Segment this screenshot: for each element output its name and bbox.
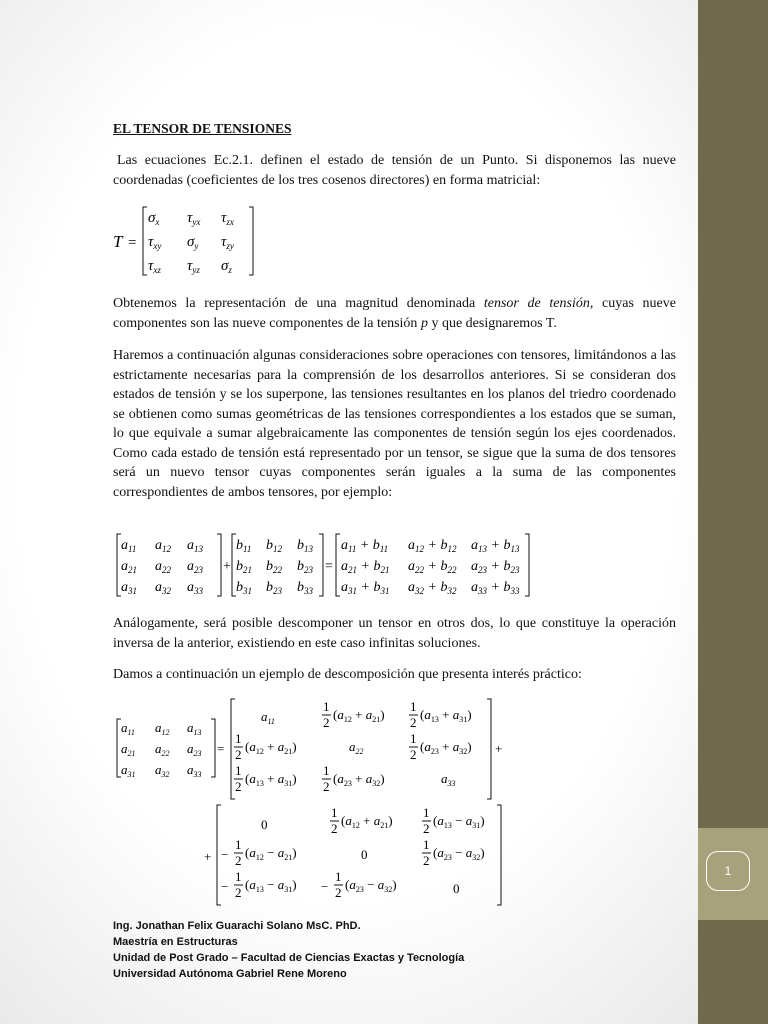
svg-text:(a12 + a21): $(a_{12} + a_{21})$ [245, 739, 297, 756]
svg-text:a33: $a_{33}$ [441, 771, 456, 788]
svg-text:2: 2 [335, 885, 342, 900]
svg-text:a21 + b21: $a_{21} + b_{21}$ [341, 559, 390, 575]
svg-text:a33: $a_{33}$ [187, 580, 203, 596]
svg-text:σy: $\sigma_y$ [187, 234, 199, 251]
svg-text:b33: $b_{33}$ [297, 580, 313, 596]
svg-text:a32: $a_{32}$ [155, 762, 170, 779]
svg-text:a11: $a_{11}$ [261, 709, 275, 726]
svg-text:1: 1 [235, 731, 242, 746]
svg-text:a12 + b12: $a_{12} + b_{12}$ [408, 538, 457, 554]
svg-text:b31: $b_{31}$ [236, 580, 252, 596]
page-number-badge[interactable] [706, 851, 750, 891]
page-number: 1 [724, 864, 732, 878]
svg-text:τxz: $\tau_{xz}$ [148, 258, 161, 275]
svg-text:1: 1 [323, 763, 330, 778]
svg-text:1: 1 [323, 699, 330, 714]
svg-text:a11: $a_{11}$ [121, 538, 137, 554]
svg-text:(a12 − a21): $(a_{12} - a_{21})$ [245, 845, 297, 862]
svg-text:a31 + b31: $a_{31} + b_{31}$ [341, 580, 390, 596]
svg-text:(a13 − a31): $(a_{13} - a_{31})$ [245, 877, 297, 894]
svg-text:a12: $a_{12}$ [155, 720, 170, 737]
tensor-matrix-t [113, 200, 273, 282]
equation-tensor-sum [113, 530, 543, 600]
svg-text:b23: $b_{23}$ [297, 559, 313, 575]
svg-text:a11: $a_{11}$ [121, 720, 135, 737]
footer-author: Ing. Jonathan Felix Guarachi Solano MsC. PhD. [113, 920, 361, 932]
svg-text:(a23 − a32): $(a_{23} - a_{32})$ [433, 845, 485, 862]
svg-text:1: 1 [235, 763, 242, 778]
svg-text:a23: $a_{23}$ [187, 559, 203, 575]
svg-text:a32 + b32: $a_{32} + b_{32}$ [408, 580, 457, 596]
footer-program: Maestría en Estructuras [113, 936, 238, 948]
svg-text:2: 2 [323, 779, 330, 794]
svg-text:τxy: $\tau_{xy}$ [148, 234, 162, 251]
svg-text:a22: $a_{22}$ [155, 741, 170, 758]
svg-text:2: 2 [235, 779, 242, 794]
svg-text:1: 1 [331, 805, 338, 820]
paragraph-tensor: Obtenemos la representación de una magnitud denominada tensor de tensión, cuyas nueve componentes son las nueve componentes de la tensión p y que designaremos T. [113, 296, 676, 331]
svg-text:b23: $b_{23}$ [266, 580, 282, 596]
svg-text:0: 0 [261, 817, 268, 832]
svg-text:2: 2 [423, 853, 430, 868]
svg-text:2: 2 [235, 885, 242, 900]
svg-text:=: = [217, 741, 225, 756]
equation-decomposition-symmetric [113, 697, 513, 802]
svg-text:b13: $b_{13}$ [297, 538, 313, 554]
paragraph-example: Damos a continuación un ejemplo de descomposición que presenta interés práctico: [113, 667, 582, 682]
svg-text:(a12 + a21): $(a_{12} + a_{21})$ [333, 707, 385, 724]
svg-text:0: 0 [361, 847, 368, 862]
svg-text:1: 1 [410, 731, 417, 746]
svg-text:b11: $b_{11}$ [236, 538, 252, 554]
svg-text:a33 + b33: $a_{33} + b_{33}$ [471, 580, 520, 596]
svg-text:2: 2 [323, 715, 330, 730]
svg-text:τyx: $\tau_{yx}$ [187, 210, 201, 227]
svg-text:a12: $a_{12}$ [155, 538, 171, 554]
svg-text:−: − [221, 847, 229, 862]
svg-text:1: 1 [423, 805, 430, 820]
svg-text:a33: $a_{33}$ [187, 762, 202, 779]
svg-text:−: − [321, 879, 329, 894]
svg-text:a11 + b11: $a_{11} + b_{11}$ [341, 538, 389, 554]
svg-text:+: + [204, 849, 212, 864]
svg-text:a23 + b23: $a_{23} + b_{23}$ [471, 559, 520, 575]
svg-text:2: 2 [331, 821, 338, 836]
svg-text:τzy: $\tau_{zy}$ [221, 234, 234, 251]
svg-text:a21: $a_{21}$ [121, 559, 137, 575]
svg-text:b21: $b_{21}$ [236, 559, 252, 575]
footer-university: Universidad Autónoma Gabriel Rene Moreno [113, 968, 347, 980]
equation-decomposition-antisymmetric [201, 803, 511, 908]
svg-text:a23: $a_{23}$ [187, 741, 202, 758]
svg-text:1: 1 [423, 837, 430, 852]
svg-text:τzx: $\tau_{zx}$ [221, 210, 234, 227]
svg-text:1: 1 [235, 869, 242, 884]
paragraph-decomposition: Análogamente, será posible descomponer un tensor en otros dos, lo que constituye la operación inversa de la anterior, existiendo en este caso infinitas soluciones. [113, 616, 676, 651]
footer-unit: Unidad de Post Grado – Facultad de Ciencias Exactas y Tecnología [113, 952, 465, 964]
svg-text:1: 1 [235, 837, 242, 852]
svg-text:0: 0 [453, 881, 460, 896]
svg-text:b22: $b_{22}$ [266, 559, 282, 575]
svg-text:(a13 + a31): $(a_{13} + a_{31})$ [420, 707, 472, 724]
svg-text:+: + [495, 741, 503, 756]
svg-text:2: 2 [410, 747, 417, 762]
section-title: EL TENSOR DE TENSIONES [113, 121, 292, 136]
svg-text:2: 2 [235, 747, 242, 762]
svg-text:a21: $a_{21}$ [121, 741, 136, 758]
svg-text:b12: $b_{12}$ [266, 538, 282, 554]
svg-text:σx: $\sigma_x$ [148, 210, 160, 227]
svg-text:a31: $a_{31}$ [121, 580, 137, 596]
svg-text:2: 2 [423, 821, 430, 836]
svg-text:(a23 − a32): $(a_{23} - a_{32})$ [345, 877, 397, 894]
paragraph-operations: Haremos a continuación algunas consideraciones sobre operaciones con tensores, limitándonos a las estrictamente necesarias para la comprensión de los desarrollos anteriores. Si se consideran dos estados de tensión y se los superpone, las tensiones resultantes en los planos del triedro coordenado se obtienen como sumas geométricas de las tensiones correspondientes a los estados que se suman, lo que equivale a sumar algebraicamente las componentes de tensión según los ejes coordenados. Como cada estado de tensión está representado por un tensor, se sigue que la suma de dos tensores será un nuevo tensor cuyas componentes serán iguales a la suma de las componentes correspondientes de ambos tensores, por ejemplo: [113, 348, 676, 500]
svg-text:T: T [113, 232, 123, 251]
svg-text:a13: $a_{13}$ [187, 720, 202, 737]
svg-text:=: = [128, 235, 137, 251]
svg-text:1: 1 [410, 699, 417, 714]
svg-text:(a12 + a21): $(a_{12} + a_{21})$ [341, 813, 393, 830]
svg-text:a22: $a_{22}$ [155, 559, 171, 575]
svg-text:(a13 + a31): $(a_{13} + a_{31})$ [245, 771, 297, 788]
svg-text:(a23 + a32): $(a_{23} + a_{32})$ [420, 739, 472, 756]
svg-text:+: + [223, 559, 231, 574]
svg-text:a31: $a_{31}$ [121, 762, 136, 779]
svg-text:2: 2 [235, 853, 242, 868]
footer-credits [113, 918, 464, 982]
svg-text:(a23 + a32): $(a_{23} + a_{32})$ [333, 771, 385, 788]
svg-text:a22: $a_{22}$ [349, 739, 364, 756]
svg-text:1: 1 [335, 869, 342, 884]
svg-text:a22 + b22: $a_{22} + b_{22}$ [408, 559, 457, 575]
svg-text:2: 2 [410, 715, 417, 730]
svg-text:(a13 − a31): $(a_{13} - a_{31})$ [433, 813, 485, 830]
svg-text:=: = [325, 559, 333, 574]
svg-text:a13: $a_{13}$ [187, 538, 203, 554]
svg-text:τyz: $\tau_{yz}$ [187, 258, 200, 275]
svg-text:σz: $\sigma_z$ [221, 258, 232, 275]
svg-text:a13 + b13: $a_{13} + b_{13}$ [471, 538, 520, 554]
svg-text:−: − [221, 879, 229, 894]
svg-text:a32: $a_{32}$ [155, 580, 171, 596]
paragraph-intro: Las ecuaciones Ec.2.1. definen el estado de tensión de un Punto. Si disponemos las nueve coordenadas (coeficientes de los tres cosenos directores) en forma matricial: [113, 153, 676, 188]
